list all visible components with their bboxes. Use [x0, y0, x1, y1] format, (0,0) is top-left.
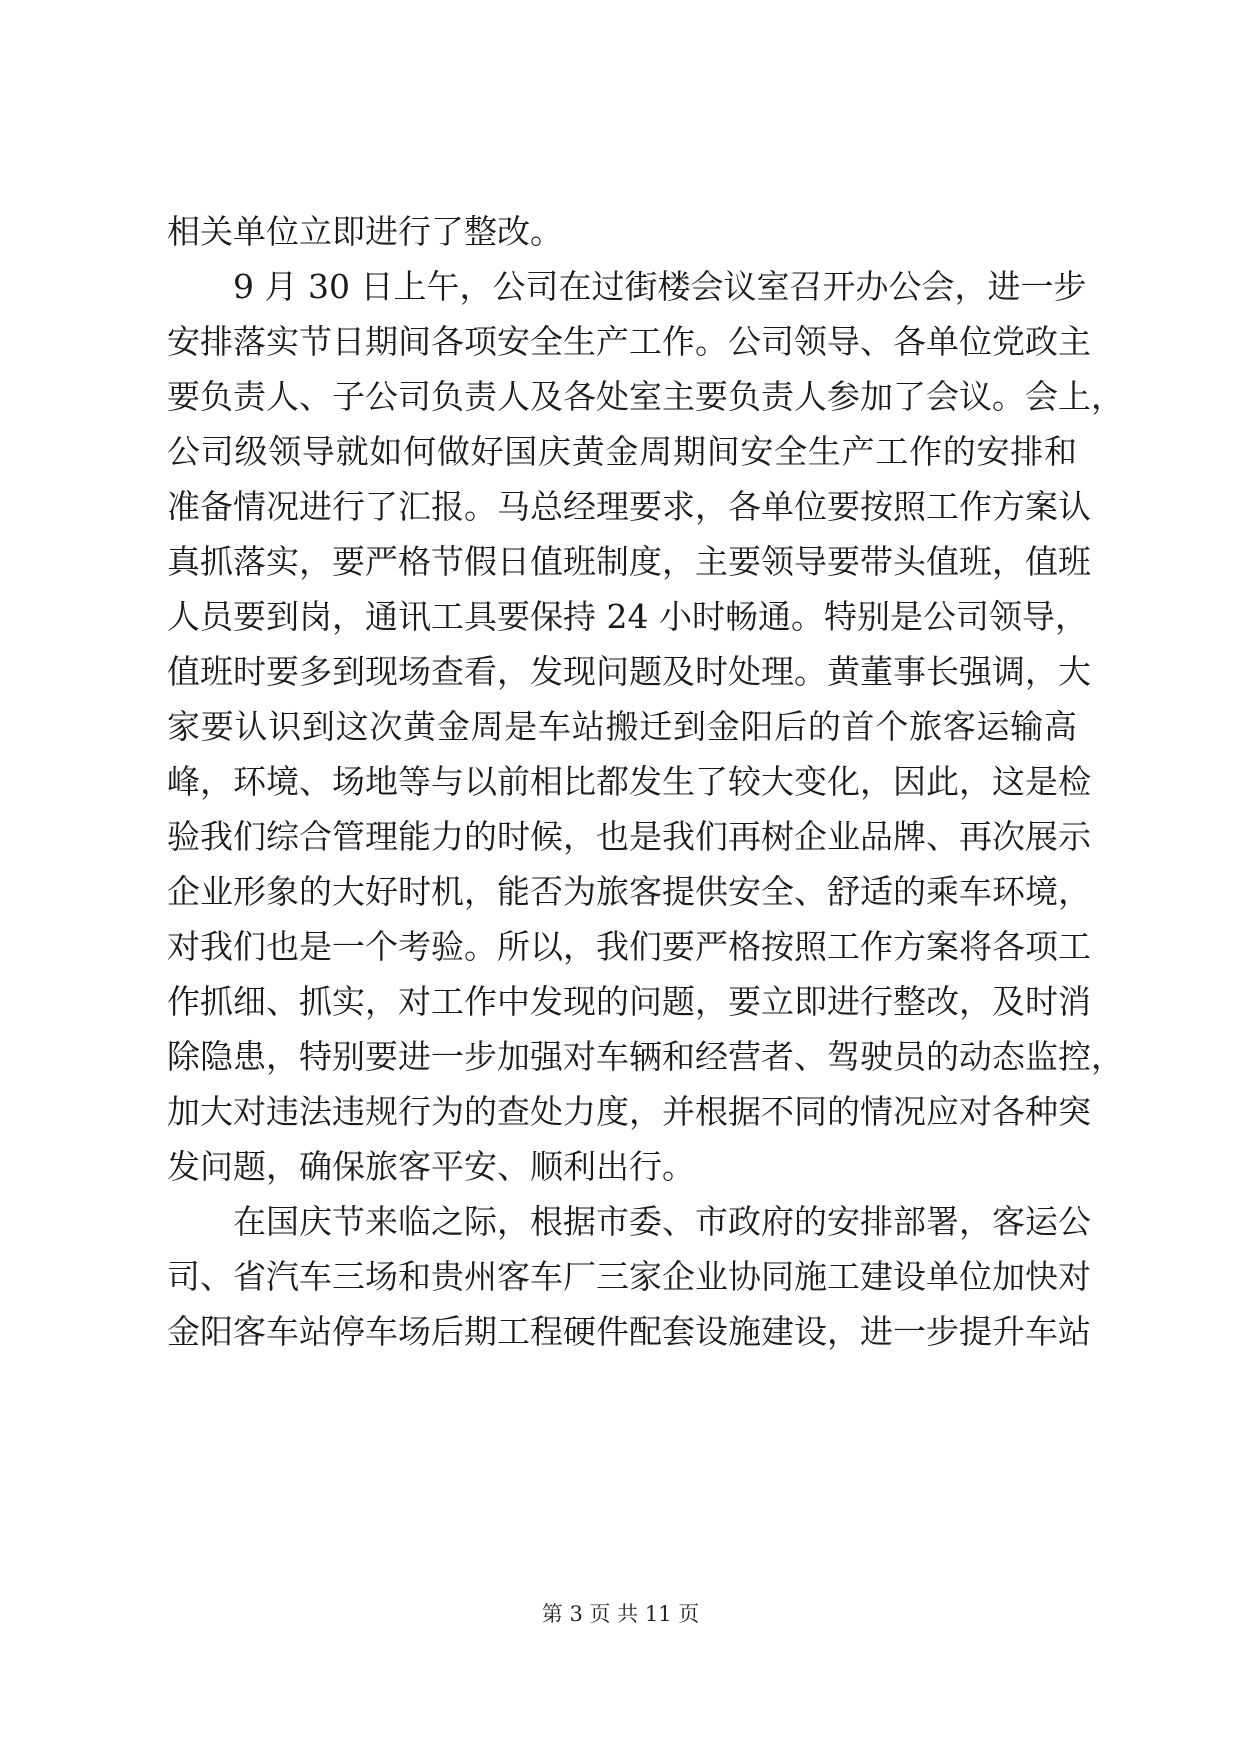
- text-line: 公司级领导就如何做好国庆黄金周期间安全生产工作的安排和: [167, 432, 1077, 471]
- page-footer: 第 3 页 共 11 页: [541, 1602, 700, 1626]
- text-line: 司、省汽车三场和贵州客车厂三家企业协同施工建设单位加快对: [167, 1257, 1091, 1296]
- text-line: 除隐患，特别要进一步加强对车辆和经营者、驾驶员的动态监控，: [167, 1037, 1124, 1076]
- text-line: 验我们综合管理能力的时候，也是我们再树企业品牌、再次展示: [167, 817, 1091, 856]
- text-line: 对我们也是一个考验。所以，我们要严格按照工作方案将各项工: [167, 927, 1091, 966]
- text-line: 人员要到岗，通讯工具要保持 24 小时畅通。特别是公司领导，: [167, 597, 1088, 636]
- text-line: 9 月 30 日上午，公司在过街楼会议室召开办公会，进一步: [233, 267, 1087, 306]
- text-line: 金阳客车站停车场后期工程硬件配套设施建设，进一步提升车站: [167, 1312, 1091, 1351]
- text-line: 准备情况进行了汇报。马总经理要求，各单位要按照工作方案认: [167, 487, 1091, 526]
- text-line: 家要认识到这次黄金周是车站搬迁到金阳后的首个旅客运输高: [167, 707, 1077, 746]
- text-line: 发问题，确保旅客平安、顺利出行。: [167, 1147, 695, 1186]
- text-line: 要负责人、子公司负责人及各处室主要负责人参加了会议。会上，: [167, 377, 1124, 416]
- text-line: 值班时要多到现场查看，发现问题及时处理。黄董事长强调，大: [167, 652, 1091, 691]
- text-line: 峰，环境、场地等与以前相比都发生了较大变化，因此，这是检: [167, 762, 1091, 801]
- text-line: 安排落实节日期间各项安全生产工作。公司领导、各单位党政主: [167, 322, 1091, 361]
- text-line: 真抓落实，要严格节假日值班制度，主要领导要带头值班，值班: [167, 542, 1091, 581]
- text-line: 企业形象的大好时机，能否为旅客提供安全、舒适的乘车环境，: [167, 872, 1091, 911]
- text-line: 加大对违法违规行为的查处力度，并根据不同的情况应对各种突: [167, 1092, 1091, 1131]
- text-line: 在国庆节来临之际，根据市委、市政府的安排部署，客运公: [233, 1202, 1091, 1241]
- text-line: 作抓细、抓实，对工作中发现的问题，要立即进行整改，及时消: [167, 982, 1091, 1021]
- text-line: 相关单位立即进行了整改。: [167, 212, 563, 251]
